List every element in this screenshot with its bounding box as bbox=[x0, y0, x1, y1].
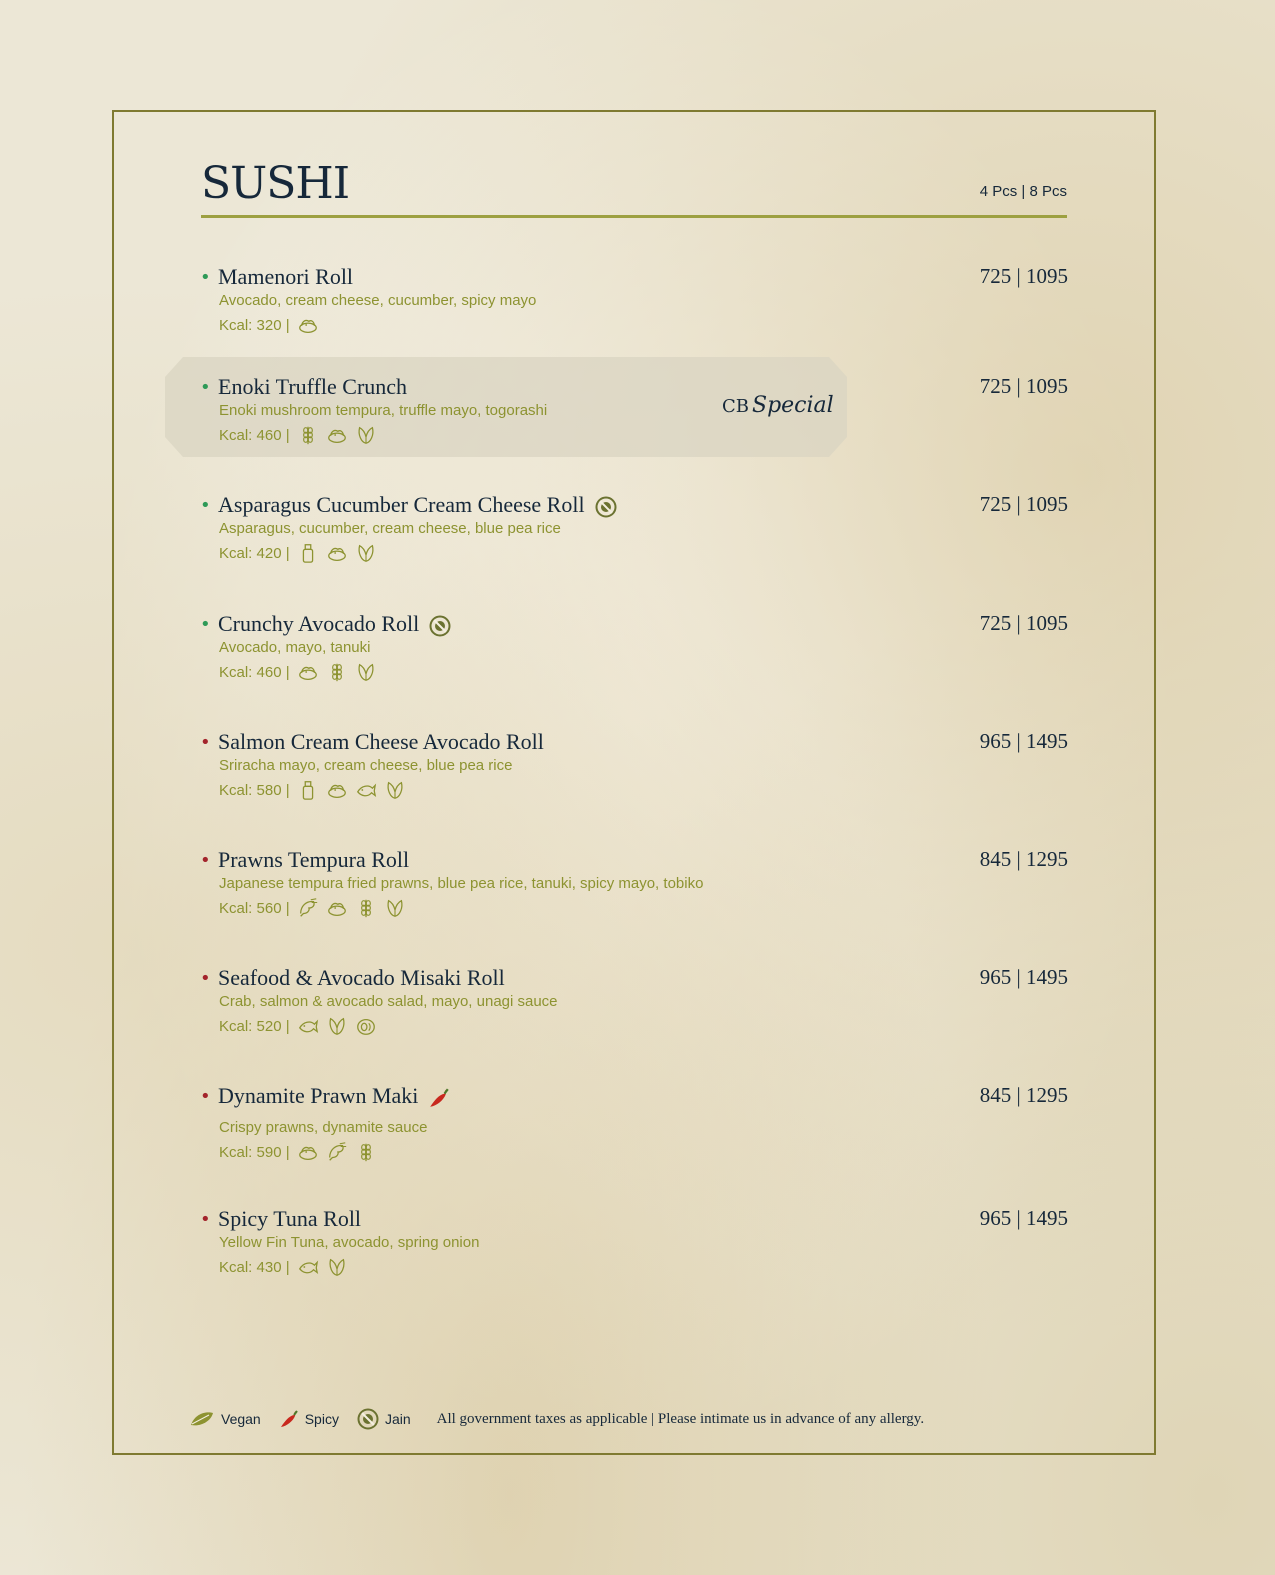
item-price: 845 | 1295 bbox=[979, 1083, 1068, 1107]
fish-icon bbox=[355, 779, 377, 801]
fish-icon bbox=[297, 1256, 319, 1278]
footer-legend bbox=[189, 1408, 924, 1430]
dairy-icon bbox=[326, 897, 348, 919]
item-kcal-row bbox=[219, 1256, 348, 1278]
item-kcal: Kcal: 560 | bbox=[219, 899, 290, 917]
item-description: Avocado, mayo, tanuki bbox=[219, 639, 371, 656]
jain-icon bbox=[429, 615, 451, 637]
item-name: Salmon Cream Cheese Avocado Roll bbox=[218, 729, 544, 754]
item-description: Crispy prawns, dynamite sauce bbox=[219, 1119, 428, 1136]
chili-icon bbox=[279, 1409, 299, 1429]
veg-indicator: • bbox=[200, 377, 211, 398]
dairy-icon bbox=[326, 779, 348, 801]
item-name-wrap bbox=[218, 492, 617, 518]
menu-item bbox=[200, 729, 1068, 819]
milk-icon bbox=[297, 542, 319, 564]
item-description: Yellow Fin Tuna, avocado, spring onion bbox=[219, 1234, 480, 1251]
menu-item bbox=[200, 847, 1068, 937]
shellfish-icon bbox=[297, 897, 319, 919]
item-kcal-row bbox=[219, 314, 319, 336]
item-price: 725 | 1095 bbox=[979, 492, 1068, 516]
item-kcal-row bbox=[219, 897, 406, 919]
leaf-icon bbox=[189, 1411, 215, 1427]
item-name-wrap bbox=[218, 729, 544, 755]
item-kcal: Kcal: 430 | bbox=[219, 1258, 290, 1276]
item-description: Enoki mushroom tempura, truffle mayo, togorashi bbox=[219, 402, 548, 419]
item-description: Sriracha mayo, cream cheese, blue pea rice bbox=[219, 757, 513, 774]
item-name: Spicy Tuna Roll bbox=[218, 1206, 362, 1231]
menu-item bbox=[200, 264, 1068, 354]
nonveg-indicator: • bbox=[200, 1086, 211, 1107]
soy-icon bbox=[326, 1256, 348, 1278]
menu-item bbox=[200, 1083, 1068, 1173]
item-kcal: Kcal: 580 | bbox=[219, 781, 290, 799]
menu-item bbox=[200, 965, 1068, 1055]
veg-indicator: • bbox=[200, 495, 211, 516]
nonveg-indicator: • bbox=[200, 732, 211, 753]
dairy-icon bbox=[326, 424, 348, 446]
menu-item bbox=[200, 492, 1068, 582]
menu-item bbox=[200, 374, 1068, 464]
gluten-icon bbox=[326, 661, 348, 683]
jain-icon bbox=[357, 1408, 379, 1430]
item-name-wrap bbox=[218, 611, 451, 637]
soy-icon bbox=[326, 1015, 348, 1037]
dairy-icon bbox=[297, 661, 319, 683]
item-description: Asparagus, cucumber, cream cheese, blue pea rice bbox=[219, 520, 561, 537]
special-label-script: Special bbox=[752, 393, 834, 418]
item-kcal: Kcal: 590 | bbox=[219, 1143, 290, 1161]
item-kcal: Kcal: 460 | bbox=[219, 663, 290, 681]
legend-jain bbox=[357, 1408, 411, 1430]
item-price: 725 | 1095 bbox=[979, 374, 1068, 398]
nonveg-indicator: • bbox=[200, 968, 211, 989]
portion-header: 4 Pcs | 8 Pcs bbox=[979, 183, 1067, 200]
item-price: 725 | 1095 bbox=[979, 264, 1068, 288]
gluten-icon bbox=[297, 424, 319, 446]
item-kcal: Kcal: 460 | bbox=[219, 426, 290, 444]
item-price: 965 | 1495 bbox=[979, 1206, 1068, 1230]
item-name: Dynamite Prawn Maki bbox=[218, 1083, 419, 1108]
legend-jain-label: Jain bbox=[384, 1411, 411, 1427]
item-price: 725 | 1095 bbox=[979, 611, 1068, 635]
shellfish-icon bbox=[326, 1141, 348, 1163]
soy-icon bbox=[355, 542, 377, 564]
veg-indicator: • bbox=[200, 614, 211, 635]
legend-vegan bbox=[189, 1411, 261, 1427]
fish-icon bbox=[297, 1015, 319, 1037]
item-name: Seafood & Avocado Misaki Roll bbox=[218, 965, 505, 990]
item-kcal: Kcal: 520 | bbox=[219, 1017, 290, 1035]
item-description: Avocado, cream cheese, cucumber, spicy mayo bbox=[219, 292, 537, 309]
gluten-icon bbox=[355, 897, 377, 919]
dairy-icon bbox=[297, 1141, 319, 1163]
item-kcal: Kcal: 420 | bbox=[219, 544, 290, 562]
nonveg-indicator: • bbox=[200, 1209, 211, 1230]
item-name: Enoki Truffle Crunch bbox=[218, 374, 408, 399]
legend-spicy bbox=[279, 1409, 339, 1429]
dairy-icon bbox=[326, 542, 348, 564]
gluten-icon bbox=[355, 1141, 377, 1163]
item-description: Japanese tempura fried prawns, blue pea rice, tanuki, spicy mayo, tobiko bbox=[219, 875, 704, 892]
item-name-wrap bbox=[218, 965, 505, 991]
item-name-wrap bbox=[218, 374, 407, 400]
item-name: Crunchy Avocado Roll bbox=[218, 611, 420, 636]
item-name-wrap bbox=[218, 1206, 361, 1232]
soy-icon bbox=[355, 661, 377, 683]
item-name-wrap bbox=[218, 847, 409, 873]
legend-spicy-label: Spicy bbox=[304, 1411, 339, 1427]
chili-icon bbox=[428, 1087, 450, 1109]
item-price: 845 | 1295 bbox=[979, 847, 1068, 871]
egg-icon bbox=[355, 1015, 377, 1037]
soy-icon bbox=[384, 779, 406, 801]
item-name: Prawns Tempura Roll bbox=[218, 847, 410, 872]
menu-item bbox=[200, 1206, 1068, 1296]
item-price: 965 | 1495 bbox=[979, 729, 1068, 753]
item-description: Crab, salmon & avocado salad, mayo, unagi sauce bbox=[219, 993, 558, 1010]
item-kcal: Kcal: 320 | bbox=[219, 316, 290, 334]
legend-vegan-label: Vegan bbox=[221, 1411, 261, 1427]
soy-icon bbox=[355, 424, 377, 446]
item-kcal-row bbox=[219, 779, 406, 801]
item-name-wrap bbox=[218, 1083, 450, 1109]
special-label-prefix: CB bbox=[722, 396, 749, 417]
item-name: Mamenori Roll bbox=[218, 264, 354, 289]
nonveg-indicator: • bbox=[200, 850, 211, 871]
jain-icon bbox=[595, 496, 617, 518]
item-kcal-row bbox=[219, 1015, 377, 1037]
milk-icon bbox=[297, 779, 319, 801]
title-divider bbox=[201, 215, 1067, 218]
veg-indicator: • bbox=[200, 267, 211, 288]
item-name: Asparagus Cucumber Cream Cheese Roll bbox=[218, 492, 585, 517]
menu-item bbox=[200, 611, 1068, 701]
item-kcal-row bbox=[219, 424, 377, 446]
soy-icon bbox=[384, 897, 406, 919]
item-kcal-row bbox=[219, 1141, 377, 1163]
dairy-icon bbox=[297, 314, 319, 336]
item-price: 965 | 1495 bbox=[979, 965, 1068, 989]
footer-note: All government taxes as applicable | Please intimate us in advance of any allergy. bbox=[436, 1410, 925, 1427]
page-title: SUSHI bbox=[201, 158, 350, 209]
item-kcal-row bbox=[219, 542, 377, 564]
item-kcal-row bbox=[219, 661, 377, 683]
item-name-wrap bbox=[218, 264, 353, 290]
